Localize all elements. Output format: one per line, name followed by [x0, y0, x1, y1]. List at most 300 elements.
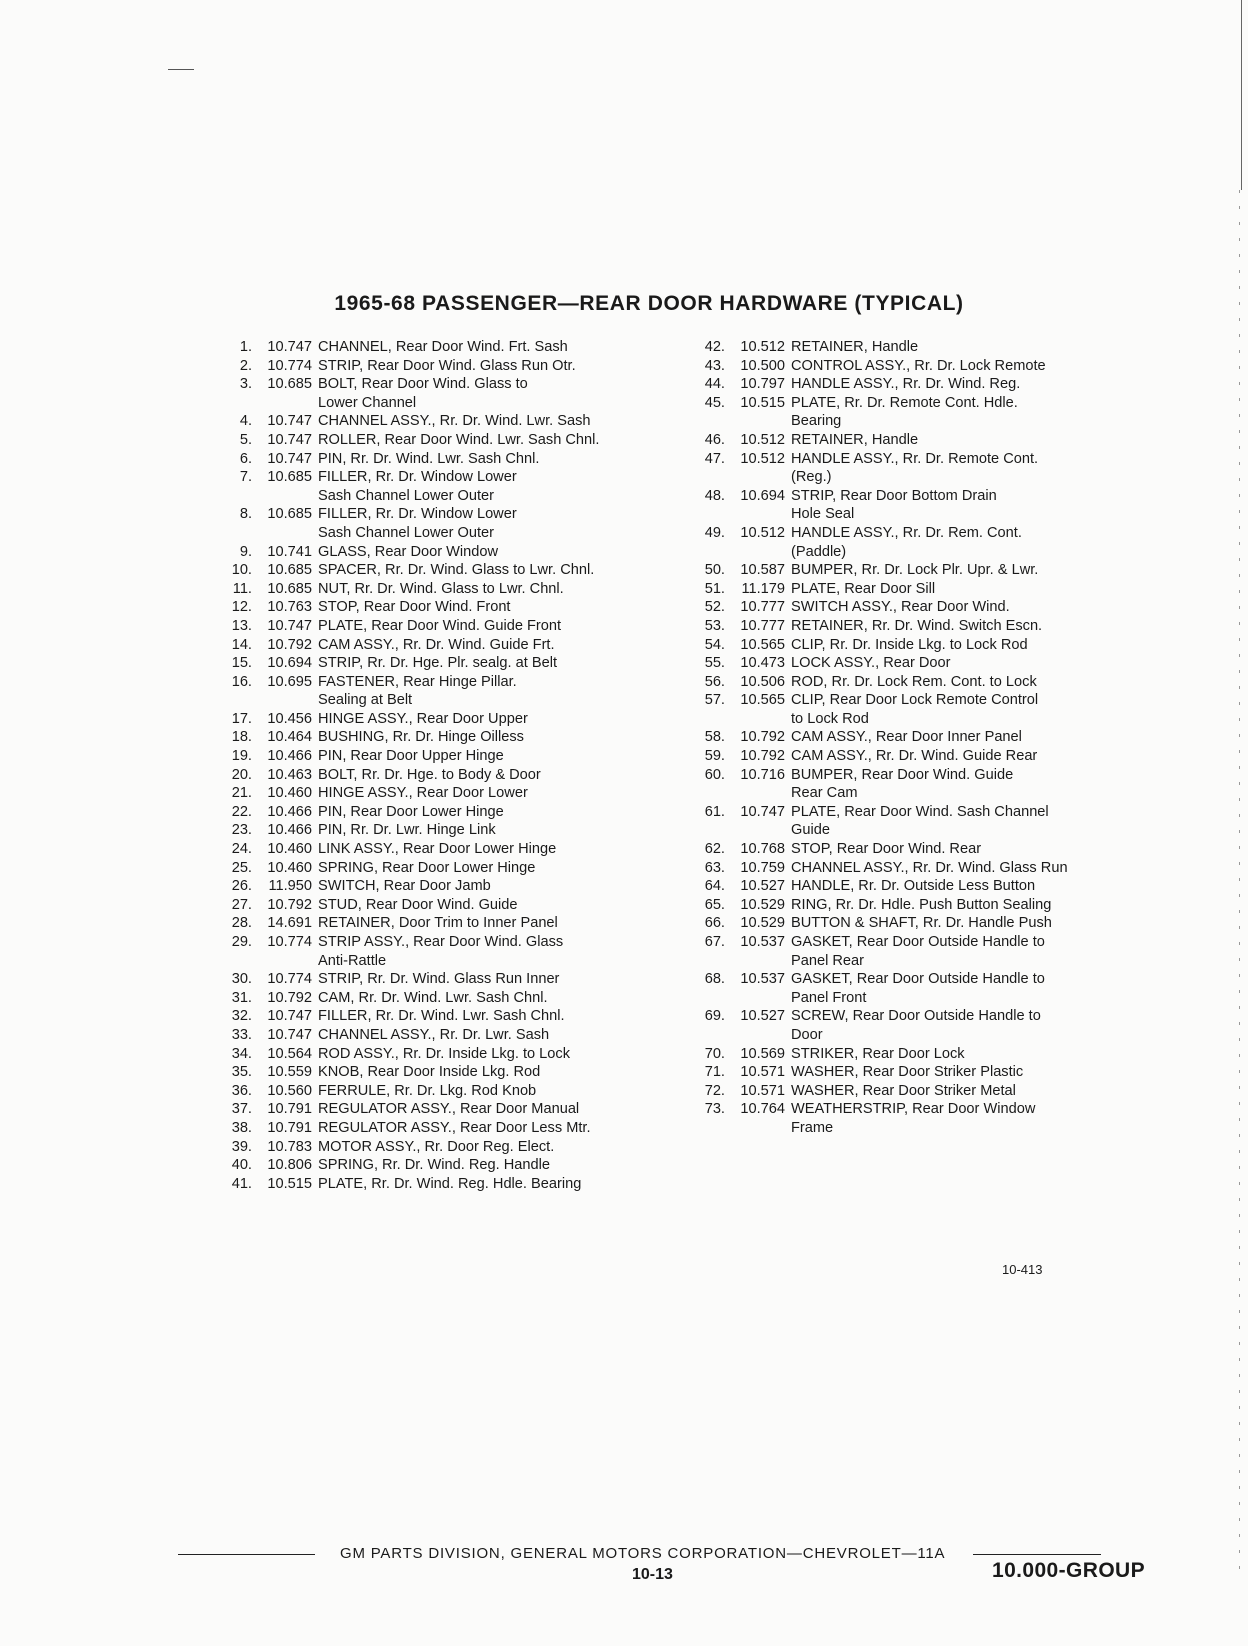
part-description: [318, 747, 652, 766]
part-description: [318, 580, 652, 599]
part-description: [791, 338, 1155, 357]
description-line: CONTROL ASSY., Rr. Dr. Lock Remote: [791, 357, 1046, 374]
part-description: [791, 673, 1155, 692]
reference-code: 10-413: [1002, 1262, 1043, 1277]
part-description: [791, 728, 1155, 747]
group-code: 10.571: [740, 1082, 785, 1099]
part-description: [318, 970, 652, 989]
parts-list-right: [695, 338, 1155, 1138]
part-description: [318, 1100, 652, 1119]
item-number: 40.: [231, 1157, 252, 1174]
description-line: STRIP, Rr. Dr. Wind. Glass Run Inner: [318, 971, 560, 988]
list-item: [695, 357, 1155, 376]
list-item: [695, 580, 1155, 599]
item-number: 31.: [231, 989, 252, 1006]
group-code: 10.774: [267, 971, 312, 988]
list-item: [222, 468, 652, 505]
group-code: 10.747: [267, 1008, 312, 1025]
description-line: CAM ASSY., Rr. Dr. Wind. Guide Frt.: [318, 636, 555, 653]
group-code: 10.456: [267, 710, 312, 727]
list-item: [222, 450, 652, 469]
group-code: 10.792: [740, 748, 785, 765]
list-item: [695, 896, 1155, 915]
part-description: [791, 394, 1155, 431]
group-code: 10.559: [267, 1064, 312, 1081]
item-number: 34.: [231, 1045, 252, 1062]
description-line: Panel Rear: [791, 952, 865, 969]
description-line: WASHER, Rear Door Striker Metal: [791, 1082, 1016, 1099]
list-item: [695, 1100, 1155, 1137]
list-item: [222, 375, 652, 412]
part-description: [791, 933, 1155, 970]
scan-edge-line: [1241, 0, 1243, 190]
part-description: [791, 1063, 1155, 1082]
item-number: 8.: [239, 506, 252, 523]
description-line: Lower Channel: [318, 394, 417, 411]
description-line: RETAINER, Door Trim to Inner Panel: [318, 915, 558, 932]
description-line: Sash Channel Lower Outer: [318, 487, 495, 504]
list-item: [695, 617, 1155, 636]
list-item: [695, 431, 1155, 450]
item-number: 4.: [239, 413, 252, 430]
description-line: HANDLE, Rr. Dr. Outside Less Button: [791, 878, 1036, 895]
list-item: [695, 375, 1155, 394]
group-code: 10.460: [267, 841, 312, 858]
item-number: 25.: [231, 859, 252, 876]
description-line: Panel Front: [791, 989, 867, 1006]
part-description: [791, 970, 1155, 1007]
description-line: HANDLE ASSY., Rr. Dr. Wind. Reg.: [791, 376, 1021, 393]
group-code: 10.512: [740, 339, 785, 355]
description-line: CLIP, Rear Door Lock Remote Control: [791, 692, 1039, 709]
description-line: CAM, Rr. Dr. Wind. Lwr. Sash Chnl.: [318, 989, 548, 1006]
item-number: 3.: [239, 376, 252, 393]
description-line: FASTENER, Rear Hinge Pillar.: [318, 673, 517, 690]
list-item: [222, 1045, 652, 1064]
description-line: CHANNEL ASSY., Rr. Dr. Wind. Glass Run: [791, 859, 1068, 876]
description-line: Bearing: [791, 413, 842, 430]
part-description: [791, 636, 1155, 655]
part-description: [791, 859, 1155, 878]
group-code: 10.695: [267, 673, 312, 690]
item-number: 66.: [704, 915, 725, 932]
description-line: PIN, Rear Door Lower Hinge: [318, 803, 504, 820]
list-item: [222, 598, 652, 617]
part-description: [318, 543, 652, 562]
description-line: RETAINER, Handle: [791, 431, 919, 448]
description-line: PLATE, Rear Door Sill: [791, 580, 936, 597]
part-description: [791, 598, 1155, 617]
item-number: 12.: [231, 599, 252, 616]
group-code: 10.512: [740, 524, 785, 541]
group-code: 10.747: [267, 413, 312, 430]
group-code: 10.774: [267, 357, 312, 374]
description-line: PLATE, Rear Door Wind. Sash Channel: [791, 803, 1049, 820]
group-code: 10.694: [267, 655, 312, 672]
group-code: 10.460: [267, 859, 312, 876]
item-number: 19.: [231, 748, 252, 765]
group-code: 10.806: [267, 1157, 312, 1174]
group-code: 10.685: [267, 562, 312, 579]
parts-list-left: [222, 338, 652, 1193]
list-item: [222, 1138, 652, 1157]
group-code: 10.741: [267, 543, 312, 560]
group-code: 10.466: [267, 748, 312, 765]
part-description: [318, 766, 652, 785]
group-code: 10.694: [740, 487, 785, 504]
footer-rule-right: [973, 1554, 1101, 1555]
item-number: 68.: [704, 971, 725, 988]
group-code: 10.764: [740, 1101, 785, 1118]
description-line: BOLT, Rr. Dr. Hge. to Body & Door: [318, 766, 541, 783]
group-code: 10.537: [740, 934, 785, 950]
group-code: 10.792: [267, 989, 312, 1006]
group-code: 10.792: [267, 896, 312, 913]
description-line: CLIP, Rr. Dr. Inside Lkg. to Lock Rod: [791, 636, 1028, 653]
part-description: [318, 1063, 652, 1082]
group-code: 10.747: [267, 339, 312, 355]
list-item: [695, 394, 1155, 431]
description-line: Rear Cam: [791, 785, 858, 802]
group-code: 10.797: [740, 376, 785, 393]
description-line: SWITCH, Rear Door Jamb: [318, 878, 491, 895]
group-code: 10.587: [740, 562, 785, 579]
description-line: SPRING, Rear Door Lower Hinge: [318, 859, 536, 876]
description-line: CHANNEL ASSY., Rr. Dr. Wind. Lwr. Sash: [318, 413, 591, 430]
item-number: 7.: [239, 469, 252, 486]
item-number: 72.: [704, 1082, 725, 1099]
list-item: [695, 598, 1155, 617]
footer-rule-left: [178, 1554, 315, 1555]
item-number: 5.: [239, 431, 252, 448]
part-description: [318, 561, 652, 580]
group-code: 10.466: [267, 822, 312, 839]
description-line: BUSHING, Rr. Dr. Hinge Oilless: [318, 729, 524, 746]
part-description: [791, 840, 1155, 859]
description-line: MOTOR ASSY., Rr. Door Reg. Elect.: [318, 1138, 555, 1155]
description-line: Door: [791, 1026, 823, 1043]
group-code: 10.537: [740, 971, 785, 988]
list-item: [222, 933, 652, 970]
description-line: WEATHERSTRIP, Rear Door Window: [791, 1101, 1036, 1118]
description-line: ROD, Rr. Dr. Lock Rem. Cont. to Lock: [791, 673, 1037, 690]
group-label: 10.000-GROUP: [992, 1559, 1146, 1582]
item-number: 14.: [231, 636, 252, 653]
description-line: PIN, Rr. Dr. Lwr. Hinge Link: [318, 822, 496, 839]
group-code: 10.473: [740, 655, 785, 672]
list-item: [695, 766, 1155, 803]
list-item: [222, 1082, 652, 1101]
list-item: [222, 1026, 652, 1045]
description-line: STOP, Rear Door Wind. Rear: [791, 841, 982, 858]
item-number: 62.: [704, 841, 725, 858]
item-number: 44.: [704, 376, 725, 393]
item-number: 63.: [704, 859, 725, 876]
part-description: [791, 747, 1155, 766]
item-number: 51.: [704, 580, 725, 597]
group-code: 10.685: [267, 580, 312, 597]
description-line: KNOB, Rear Door Inside Lkg. Rod: [318, 1064, 541, 1081]
description-line: REGULATOR ASSY., Rear Door Manual: [318, 1101, 580, 1118]
part-description: [791, 487, 1155, 524]
list-item: [222, 338, 652, 357]
part-description: [318, 468, 652, 505]
description-line: CHANNEL ASSY., Rr. Dr. Lwr. Sash: [318, 1026, 550, 1043]
list-item: [695, 673, 1155, 692]
part-description: [318, 1138, 652, 1157]
group-code: 10.529: [740, 915, 785, 932]
list-item: [222, 673, 652, 710]
group-code: 10.685: [267, 506, 312, 523]
list-item: [222, 840, 652, 859]
item-number: 60.: [704, 766, 725, 783]
list-item: [695, 1063, 1155, 1082]
list-item: [222, 543, 652, 562]
description-line: PLATE, Rr. Dr. Remote Cont. Hdle.: [791, 394, 1018, 411]
part-description: [791, 431, 1155, 450]
item-number: 54.: [704, 636, 725, 653]
group-code: 10.763: [267, 599, 312, 616]
group-code: 10.783: [267, 1138, 312, 1155]
item-number: 50.: [704, 562, 725, 579]
item-number: 70.: [704, 1045, 725, 1062]
description-line: STUD, Rear Door Wind. Guide: [318, 896, 518, 913]
part-description: [791, 357, 1155, 376]
part-description: [318, 859, 652, 878]
part-description: [791, 691, 1155, 728]
list-item: [222, 1063, 652, 1082]
item-number: 59.: [704, 748, 725, 765]
part-description: [318, 636, 652, 655]
list-item: [222, 1119, 652, 1138]
part-description: [318, 914, 652, 933]
group-code: 10.759: [740, 859, 785, 876]
item-number: 58.: [704, 729, 725, 746]
description-line: Guide: [791, 822, 830, 839]
group-code: 10.512: [740, 450, 785, 467]
item-number: 18.: [231, 729, 252, 746]
item-number: 11.: [232, 580, 252, 597]
item-number: 43.: [704, 357, 725, 374]
item-number: 69.: [704, 1008, 725, 1025]
list-item: [695, 728, 1155, 747]
part-description: [318, 840, 652, 859]
group-code: 10.529: [740, 896, 785, 913]
group-code: 10.464: [267, 729, 312, 746]
group-code: 10.747: [267, 431, 312, 448]
group-code: 10.515: [740, 394, 785, 411]
item-number: 35.: [231, 1064, 252, 1081]
list-item: [695, 450, 1155, 487]
part-description: [318, 1026, 652, 1045]
part-description: [318, 617, 652, 636]
list-item: [695, 487, 1155, 524]
item-number: 71.: [704, 1064, 725, 1081]
item-number: 9.: [239, 543, 252, 560]
list-item: [222, 914, 652, 933]
item-number: 10.: [231, 562, 252, 579]
group-code: 10.466: [267, 803, 312, 820]
list-item: [222, 1156, 652, 1175]
part-description: [318, 1082, 652, 1101]
part-description: [318, 989, 652, 1008]
description-line: FILLER, Rr. Dr. Window Lower: [318, 506, 517, 523]
group-code: 10.777: [740, 617, 785, 634]
part-description: [318, 1156, 652, 1175]
list-item: [222, 654, 652, 673]
group-code: 10.791: [267, 1119, 312, 1136]
list-item: [695, 747, 1155, 766]
description-line: RING, Rr. Dr. Hdle. Push Button Sealing: [791, 896, 1052, 913]
item-number: 17.: [231, 710, 252, 727]
part-description: [318, 728, 652, 747]
part-description: [791, 524, 1155, 561]
description-line: PIN, Rear Door Upper Hinge: [318, 748, 504, 765]
list-item: [222, 970, 652, 989]
description-line: STRIP, Rear Door Wind. Glass Run Otr.: [318, 357, 576, 374]
part-description: [318, 1045, 652, 1064]
description-line: to Lock Rod: [791, 710, 869, 727]
group-code: 10.777: [740, 599, 785, 616]
item-number: 24.: [231, 841, 252, 858]
part-description: [318, 784, 652, 803]
list-item: [222, 766, 652, 785]
group-code: 10.774: [267, 934, 312, 950]
description-line: Anti-Rattle: [318, 952, 387, 969]
item-number: 53.: [704, 617, 725, 634]
list-item: [222, 1175, 652, 1194]
description-line: GLASS, Rear Door Window: [318, 543, 499, 560]
list-item: [695, 338, 1155, 357]
description-line: NUT, Rr. Dr. Wind. Glass to Lwr. Chnl.: [318, 580, 564, 597]
group-code: 10.500: [740, 357, 785, 374]
group-code: 10.565: [740, 636, 785, 653]
part-description: [318, 654, 652, 673]
list-item: [222, 859, 652, 878]
list-item: [695, 803, 1155, 840]
list-item: [222, 357, 652, 376]
description-line: BUTTON & SHAFT, Rr. Dr. Handle Push: [791, 915, 1052, 932]
item-number: 39.: [231, 1138, 252, 1155]
item-number: 2.: [239, 357, 252, 374]
list-item: [695, 933, 1155, 970]
part-description: [318, 505, 652, 542]
description-line: SPACER, Rr. Dr. Wind. Glass to Lwr. Chnl.: [318, 562, 595, 579]
description-line: HANDLE ASSY., Rr. Dr. Rem. Cont.: [791, 524, 1022, 541]
description-line: (Reg.): [791, 469, 832, 486]
description-line: STOP, Rear Door Wind. Front: [318, 599, 511, 616]
item-number: 64.: [704, 878, 725, 895]
list-item: [695, 1082, 1155, 1101]
group-code: 10.506: [740, 673, 785, 690]
item-number: 67.: [704, 934, 725, 950]
list-item: [695, 691, 1155, 728]
group-code: 11.950: [268, 878, 312, 895]
item-number: 57.: [704, 692, 725, 709]
part-description: [791, 766, 1155, 803]
description-line: PLATE, Rear Door Wind. Guide Front: [318, 617, 562, 634]
description-line: LOCK ASSY., Rear Door: [791, 655, 951, 672]
description-line: FILLER, Rr. Dr. Window Lower: [318, 469, 517, 486]
group-code: 10.747: [267, 617, 312, 634]
description-line: STRIKER, Rear Door Lock: [791, 1045, 965, 1062]
part-description: [791, 1082, 1155, 1101]
list-item: [222, 728, 652, 747]
group-code: 10.527: [740, 1008, 785, 1025]
list-item: [695, 840, 1155, 859]
item-number: 32.: [231, 1008, 252, 1025]
part-description: [791, 450, 1155, 487]
description-line: CHANNEL, Rear Door Wind. Frt. Sash: [318, 339, 568, 355]
list-item: [222, 896, 652, 915]
group-code: 10.463: [267, 766, 312, 783]
description-line: STRIP, Rr. Dr. Hge. Plr. sealg. at Belt: [318, 655, 557, 672]
list-item: [222, 710, 652, 729]
list-item: [222, 431, 652, 450]
description-line: HINGE ASSY., Rear Door Upper: [318, 710, 528, 727]
description-line: HINGE ASSY., Rear Door Lower: [318, 785, 528, 802]
item-number: 73.: [704, 1101, 725, 1118]
part-description: [318, 357, 652, 376]
part-description: [791, 654, 1155, 673]
group-code: 10.792: [267, 636, 312, 653]
list-item: [695, 970, 1155, 1007]
description-line: Hole Seal: [791, 506, 855, 523]
description-line: ROD ASSY., Rr. Dr. Inside Lkg. to Lock: [318, 1045, 570, 1062]
list-item: [695, 1045, 1155, 1064]
description-line: BUMPER, Rear Door Wind. Guide: [791, 766, 1014, 783]
part-description: [791, 877, 1155, 896]
description-line: REGULATOR ASSY., Rear Door Less Mtr.: [318, 1119, 591, 1136]
group-code: 10.460: [267, 785, 312, 802]
description-line: SPRING, Rr. Dr. Wind. Reg. Handle: [318, 1157, 550, 1174]
part-description: [791, 803, 1155, 840]
item-number: 27.: [231, 896, 252, 913]
item-number: 26.: [231, 878, 252, 895]
list-item: [695, 636, 1155, 655]
description-line: RETAINER, Handle: [791, 339, 919, 355]
list-item: [222, 561, 652, 580]
item-number: 28.: [231, 915, 252, 932]
list-item: [695, 654, 1155, 673]
part-description: [791, 375, 1155, 394]
list-item: [695, 561, 1155, 580]
description-line: HANDLE ASSY., Rr. Dr. Remote Cont.: [791, 450, 1039, 467]
item-number: 41.: [231, 1175, 252, 1192]
group-code: 10.512: [740, 431, 785, 448]
part-description: [791, 617, 1155, 636]
list-item: [222, 636, 652, 655]
page-number: 10-13: [632, 1566, 673, 1583]
item-number: 36.: [231, 1082, 252, 1099]
list-item: [695, 914, 1155, 933]
description-line: STRIP ASSY., Rear Door Wind. Glass: [318, 934, 564, 950]
list-item: [222, 617, 652, 636]
group-code: 14.691: [267, 915, 312, 932]
description-line: Frame: [791, 1119, 834, 1136]
item-number: 15.: [231, 655, 252, 672]
item-number: 22.: [231, 803, 252, 820]
list-item: [222, 1007, 652, 1026]
part-description: [791, 561, 1155, 580]
group-code: 10.565: [740, 692, 785, 709]
list-item: [695, 524, 1155, 561]
description-line: BUMPER, Rr. Dr. Lock Plr. Upr. & Lwr.: [791, 562, 1039, 579]
group-code: 10.747: [267, 450, 312, 467]
list-item: [222, 784, 652, 803]
description-line: GASKET, Rear Door Outside Handle to: [791, 971, 1045, 988]
scan-edge-dots: [1239, 190, 1240, 1570]
